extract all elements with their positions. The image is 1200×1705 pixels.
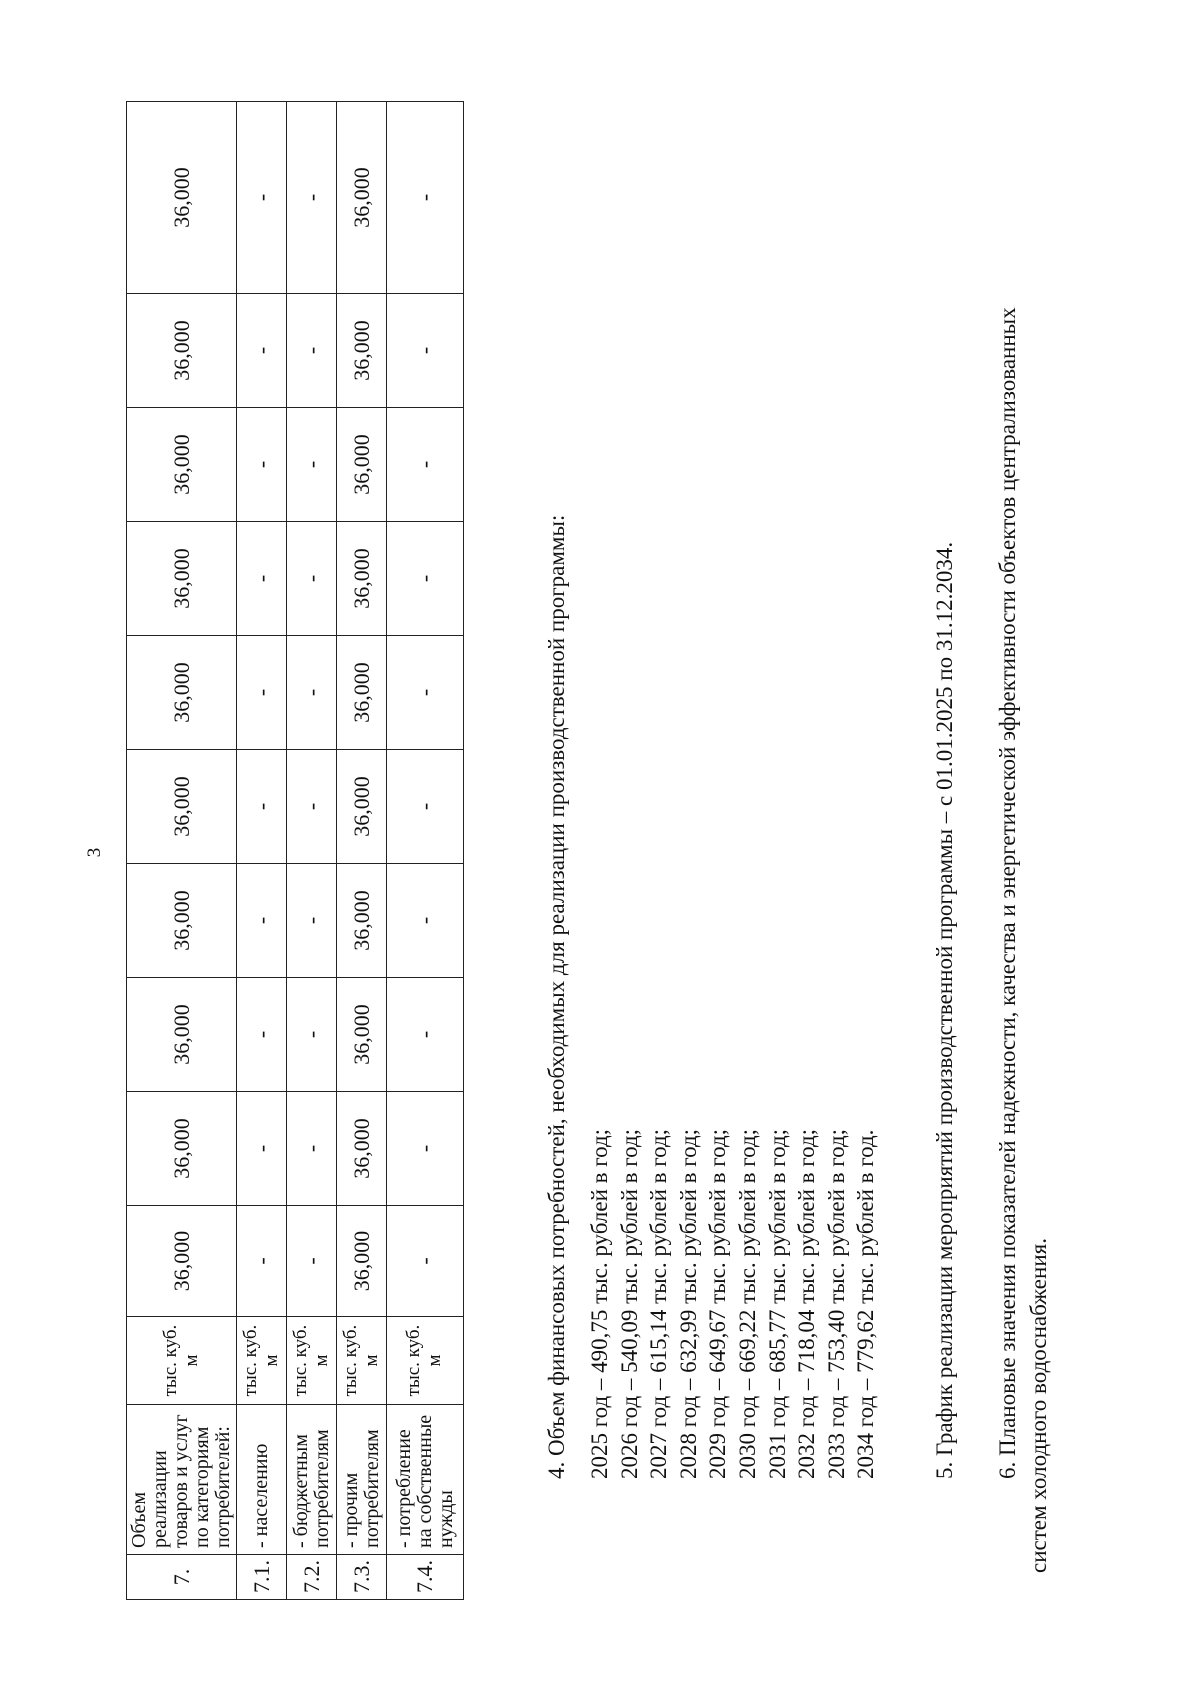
value-cell: 36,000 <box>127 864 237 978</box>
value-cell: - <box>387 102 464 294</box>
value-cell: 36,000 <box>127 1092 237 1206</box>
value-cell: - <box>287 408 337 522</box>
value-cell: 36,000 <box>127 636 237 750</box>
row-unit: тыс. куб. м <box>127 1317 237 1405</box>
value-cell: - <box>387 750 464 864</box>
row-unit: тыс. куб. м <box>287 1317 337 1405</box>
section-6-line-1: 6. Плановые значения показателей надежности, качества и энергетической эффективности объектов централизованных <box>995 307 1020 1479</box>
value-cell: - <box>287 522 337 636</box>
value-cell: 36,000 <box>127 102 237 294</box>
row-number: 7.2. <box>287 1555 337 1600</box>
row-unit: тыс. куб. м <box>337 1317 387 1405</box>
value-cell: - <box>237 102 287 294</box>
value-cell: - <box>287 1206 337 1317</box>
value-cell: 36,000 <box>337 750 387 864</box>
value-cell: - <box>387 1092 464 1206</box>
value-cell: - <box>237 636 287 750</box>
financial-year-item: 2034 год – 779,62 тыс. рублей в год. <box>853 1129 879 1479</box>
value-cell: - <box>387 294 464 408</box>
production-table <box>126 101 464 1600</box>
table-row <box>127 102 237 1600</box>
value-cell: - <box>237 978 287 1092</box>
value-cell: - <box>287 864 337 978</box>
value-cell: - <box>387 636 464 750</box>
table-row <box>387 102 464 1600</box>
value-cell: 36,000 <box>127 1206 237 1317</box>
value-cell: - <box>387 522 464 636</box>
value-cell: 36,000 <box>127 408 237 522</box>
financial-year-item: 2030 год – 669,22 тыс. рублей в год; <box>734 1128 760 1479</box>
section-5-text: 5. График реализации мероприятий производственной программы – с 01.01.2025 по 31.12.2034. <box>932 541 957 1479</box>
financial-year-item: 2026 год – 540,09 тыс. рублей в год; <box>616 1128 642 1479</box>
value-cell: 36,000 <box>337 408 387 522</box>
row-unit: тыс. куб. м <box>387 1317 464 1405</box>
section-6-text <box>992 73 1054 1573</box>
value-cell: 36,000 <box>337 1206 387 1317</box>
value-cell: - <box>287 636 337 750</box>
row-number: 7.4. <box>387 1555 464 1600</box>
value-cell: 36,000 <box>127 294 237 408</box>
value-cell: 36,000 <box>337 864 387 978</box>
value-cell: 36,000 <box>337 1092 387 1206</box>
value-cell: - <box>237 408 287 522</box>
section-6-line-2: систем холодного водоснабжения. <box>1026 1238 1051 1573</box>
row-name: - бюджетным потребителям <box>287 1405 337 1555</box>
value-cell: - <box>237 750 287 864</box>
row-number: 7.1. <box>237 1555 287 1600</box>
value-cell: - <box>237 522 287 636</box>
value-cell: - <box>237 294 287 408</box>
section-4-heading: 4. Объем финансовых потребностей, необходимых для реализации производственной программы: <box>544 514 569 1479</box>
financial-year-item: 2031 год – 685,77 тыс. рублей в год; <box>764 1128 790 1479</box>
value-cell: - <box>237 1206 287 1317</box>
financial-year-item: 2032 год – 718,04 тыс. рублей в год; <box>794 1128 820 1479</box>
table-row <box>237 102 287 1600</box>
table-row <box>287 102 337 1600</box>
value-cell: - <box>387 978 464 1092</box>
value-cell: 36,000 <box>337 978 387 1092</box>
value-cell: - <box>287 1092 337 1206</box>
table-row <box>337 102 387 1600</box>
financial-year-item: 2025 год – 490,75 тыс. рублей в год; <box>587 1128 612 1479</box>
row-name: - населению <box>237 1405 287 1555</box>
row-name: Объем реализации товаров и услуг по категориям потребителей: <box>127 1405 237 1555</box>
value-cell: - <box>237 1092 287 1206</box>
row-unit: тыс. куб. м <box>237 1317 287 1405</box>
value-cell: - <box>387 408 464 522</box>
value-cell: - <box>287 978 337 1092</box>
financial-year-item: 2028 год – 632,99 тыс. рублей в год; <box>675 1128 701 1479</box>
value-cell: 36,000 <box>127 978 237 1092</box>
value-cell: 36,000 <box>337 522 387 636</box>
value-cell: - <box>287 750 337 864</box>
row-number: 7.3. <box>337 1555 387 1600</box>
page-number: 3 <box>84 847 105 858</box>
financial-needs-list <box>585 679 881 1479</box>
value-cell: - <box>287 294 337 408</box>
value-cell: - <box>387 864 464 978</box>
value-cell: 36,000 <box>127 522 237 636</box>
value-cell: - <box>237 864 287 978</box>
financial-year-item: 2033 год – 753,40 тыс. рублей в год; <box>823 1128 849 1479</box>
value-cell: 36,000 <box>127 750 237 864</box>
row-number: 7. <box>127 1555 237 1600</box>
row-name: - потребление на собственные нужды <box>387 1405 464 1555</box>
value-cell: - <box>287 102 337 294</box>
financial-year-item: 2027 год – 615,14 тыс. рублей в год; <box>646 1128 672 1479</box>
financial-year-item: 2029 год – 649,67 тыс. рублей в год; <box>705 1128 731 1479</box>
row-name: - прочим потребителям <box>337 1405 387 1555</box>
value-cell: 36,000 <box>337 102 387 294</box>
value-cell: 36,000 <box>337 294 387 408</box>
value-cell: - <box>387 1206 464 1317</box>
value-cell: 36,000 <box>337 636 387 750</box>
